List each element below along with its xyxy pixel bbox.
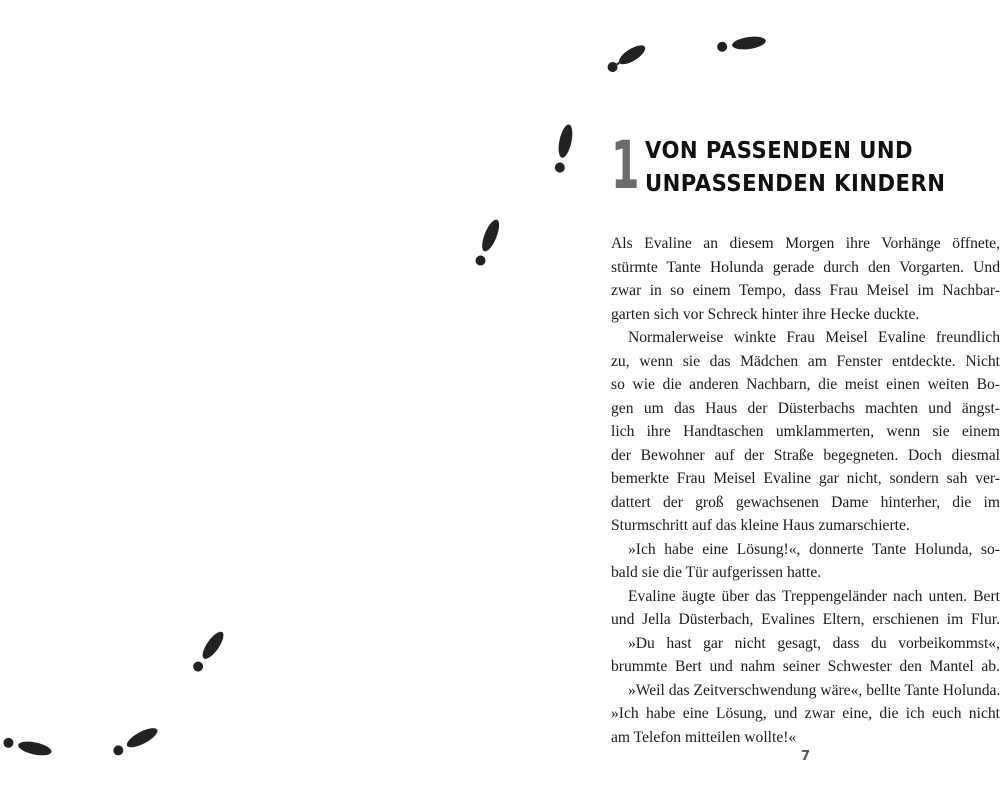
text-line: brummte Bert und nahm seiner Schwester den Mantel ab. [611, 658, 1000, 675]
footprint-icon [108, 723, 164, 759]
text-line: Als Evaline an diesem Morgen ihre Vorhänge öffnete, [611, 235, 1000, 252]
text-line: zu, wenn sie das Mädchen am Fenster entdeckte. Nicht [611, 352, 1000, 370]
text-line: dattert der groß gewachsenen Dame hinterher, die im [611, 493, 1000, 511]
page-number: 7 [801, 749, 811, 764]
chapter-title-line: VON PASSENDEN UND [645, 138, 914, 164]
chapter-title [645, 135, 971, 201]
footprint-icon [468, 212, 508, 272]
text-line: garten sich vor Schreck hinter ihre Hecke duckte. [611, 305, 920, 323]
text-line: lich ihre Handtaschen umklammerten, wenn sie einem [611, 423, 1000, 440]
text-line: »Weil das Zeitverschwendung wäre«, bellte Tante Holunda. [628, 681, 1000, 699]
footprint-icon [601, 38, 653, 78]
chapter-title-line: UNPASSENDEN KINDERN [645, 171, 946, 197]
text-line: Normalerweise winkte Frau Meisel Evaline freundlich [628, 329, 1000, 346]
footprint-icon [713, 32, 771, 56]
chapter-number: 1 [611, 127, 639, 204]
footprint-icon [548, 118, 580, 178]
text-line: zwar in so einem Tempo, dass Frau Meisel im Nachbar- [611, 282, 1000, 299]
text-line: am Telefon mitteilen wollte!« [611, 728, 797, 746]
text-line: Evaline äugte über das Treppengeländer nach unten. Bert [628, 587, 1000, 605]
footprint-icon [186, 626, 232, 676]
text-line: Sturmschritt auf das kleine Haus zumarschierte. [611, 517, 910, 534]
chapter-body [611, 232, 1000, 749]
text-line: »Ich habe eine Lösung, und zwar eine, die ich euch nicht [611, 705, 1000, 722]
text-line: so wie die anderen Nachbarn, die meist einen weiten Bo- [611, 376, 1000, 393]
text-line: bald sie die Tür aufgerissen hatte. [611, 564, 822, 581]
text-line: der Bewohner auf der Straße begegneten. Doch diesmal [611, 446, 1000, 464]
text-line: bemerkte Frau Meisel Evaline gar nicht, sondern sah ver- [611, 470, 1000, 487]
text-line: »Ich habe eine Lösung!«, donnerte Tante Holunda, so- [628, 540, 1000, 558]
text-line: und Jella Düsterbach, Evalines Eltern, erschienen im Flur. [611, 611, 1000, 628]
footprint-icon [0, 732, 56, 762]
text-line: gen um das Haus der Düsterbachs machten und ängst- [611, 399, 1000, 417]
text-line: stürmte Tante Holunda gerade durch den Vorgarten. Und [611, 258, 1000, 276]
text-line: »Du hast gar nicht gesagt, dass du vorbeikommst«, [628, 634, 1000, 652]
